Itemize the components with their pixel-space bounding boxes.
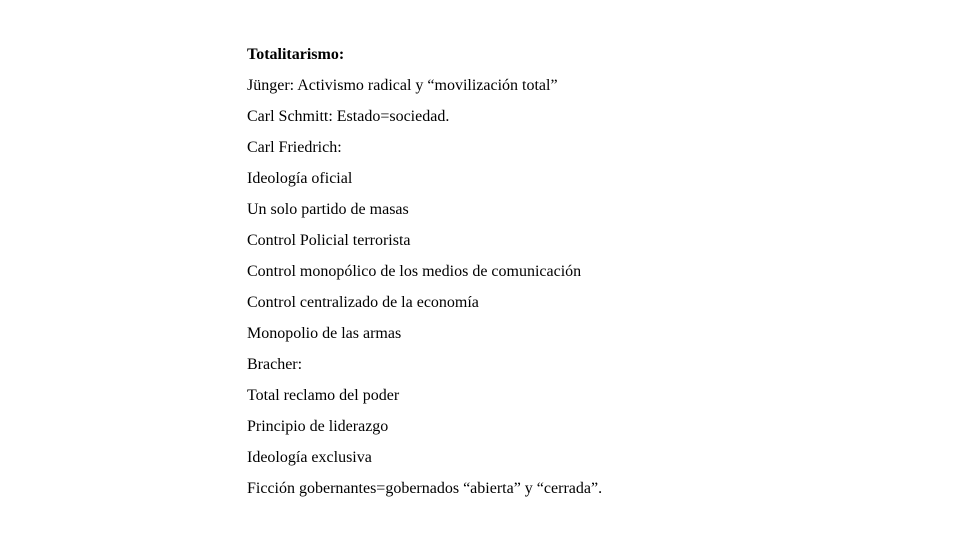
line-partido-masas: Un solo partido de masas — [247, 201, 409, 218]
line-liderazgo: Principio de liderazgo — [247, 418, 389, 435]
line-ficcion: Ficción gobernantes=gobernados “abierta” y “cerrada”. — [247, 480, 603, 497]
line-bracher: Bracher: — [247, 356, 303, 373]
line-friedrich: Carl Friedrich: — [247, 139, 342, 156]
line-reclamo-poder: Total reclamo del poder — [247, 387, 400, 404]
line-ideologia-exclusiva: Ideología exclusiva — [247, 449, 372, 466]
title-totalitarismo: Totalitarismo: — [247, 46, 345, 63]
line-control-policial: Control Policial terrorista — [247, 232, 411, 249]
line-control-economia: Control centralizado de la economía — [247, 294, 479, 311]
line-control-medios: Control monopólico de los medios de comunicación — [247, 263, 582, 280]
text-block — [247, 39, 927, 504]
line-schmitt: Carl Schmitt: Estado=sociedad. — [247, 108, 450, 125]
line-monopolio-armas: Monopolio de las armas — [247, 325, 402, 342]
line-ideologia-oficial: Ideología oficial — [247, 170, 353, 187]
line-junger: Jünger: Activismo radical y “movilización total” — [247, 77, 558, 94]
